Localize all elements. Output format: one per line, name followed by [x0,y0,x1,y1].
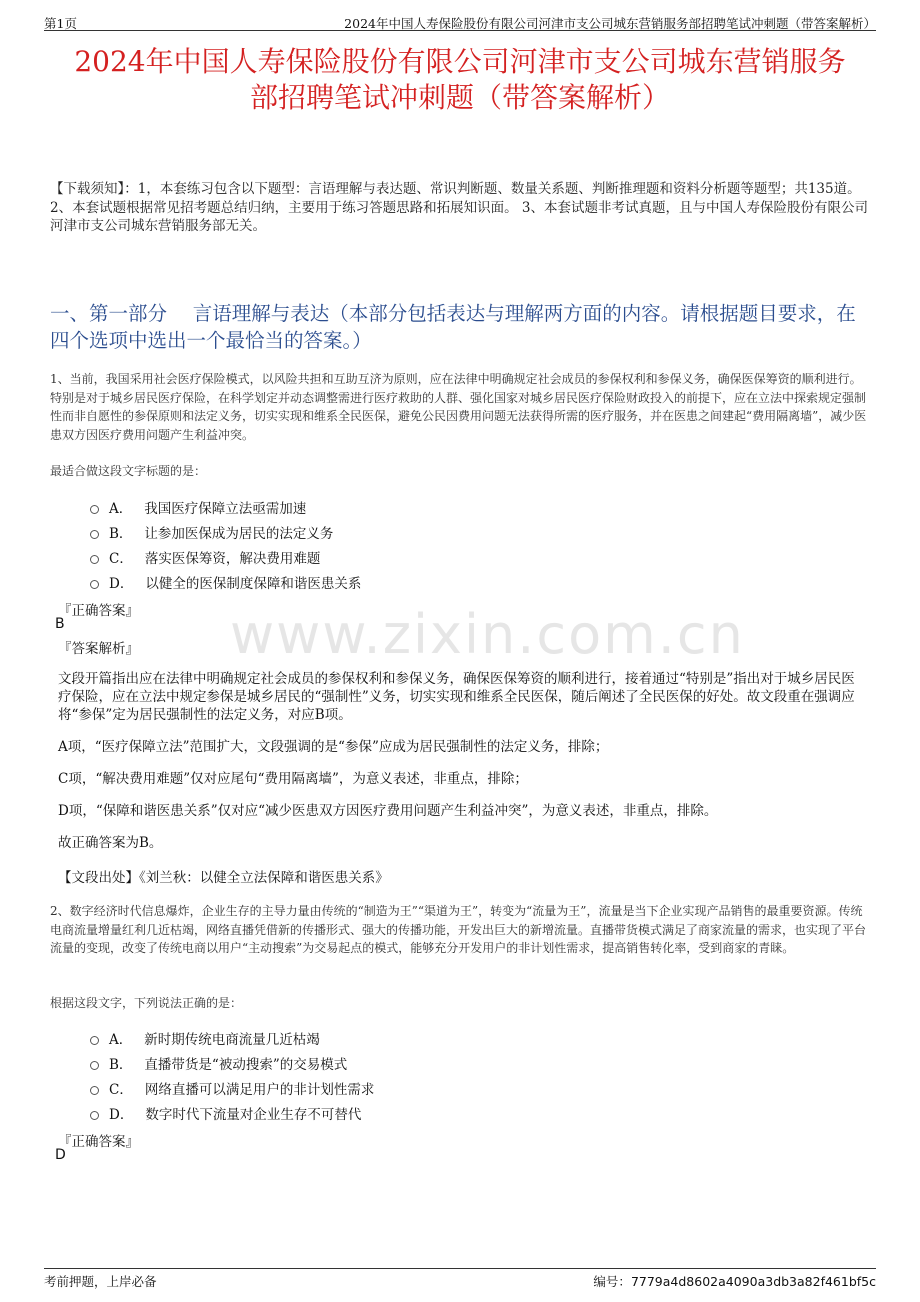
radio-icon[interactable] [90,1086,99,1095]
question-1-prompt: 最适合做这段文字标题的是： [50,464,207,478]
download-notice: 【下载须知】：1，本套练习包含以下题型：言语理解与表达题、常识判断题、数量关系题、判断推理题和资料分析题等题型；共135道。 2、本套试题根据常见招考题总结归纳，主要用于练习答题思路和拓展知识面。 3、本套试题非考试真题，且与中国人寿保险股份有限公司河津市支公司城东营销服务部无关。 [50,181,868,234]
option-a[interactable]: A． 我国医疗保障立法亟需加速 [90,497,306,517]
footer-slogan: 考前押题，上岸必备 [44,1274,157,1289]
passage-source: 【文段出处】《刘兰秋：以健全立法保障和谐医患关系》 [58,870,389,886]
analysis-label: 『答案解析』 [58,641,139,657]
radio-icon[interactable] [90,1061,99,1070]
option-d[interactable]: D． 数字时代下流量对企业生存不可替代 [90,1103,361,1123]
radio-icon[interactable] [90,1111,99,1120]
analysis-paragraph-4: D项，“保障和谐医患关系”仅对应“减少医患双方因医疗费用问题产生利益冲突”，为意义表述，非重点，排除。 [58,803,718,819]
title-line-1: 2024年中国人寿保险股份有限公司河津市支公司城东营销服务 [74,45,846,78]
radio-icon[interactable] [90,555,99,564]
analysis-paragraph-2: A项，“医疗保障立法”范围扩大，文段强调的是“参保”应成为居民强制性的法定义务，排除； [58,739,609,755]
title-line-2: 部招聘笔试冲刺题（带答案解析） [249,81,670,114]
page-footer [44,1268,876,1289]
answer-label: 『正确答案』 [58,1134,139,1150]
option-d[interactable]: D． 以健全的医保制度保障和谐医患关系 [90,572,361,592]
header-doc-title: 2024年中国人寿保险股份有限公司河津市支公司城东营销服务部招聘笔试冲刺题（带答案解析） [344,16,876,31]
question-2-stem: 2、数字经济时代信息爆炸，企业生存的主导力量由传统的“制造为王”“渠道为王”，转变为“流量为王”，流量是当下企业实现产品销售的最重要资源。传统电商流量增量红利几近枯竭，网络直播凭借新的传播形式、强大的传播功能，开发出巨大的新增流量。直播带货模式满足了商家流量的需求，也实现了平台流量的变现，改变了传统电商以用户“主动搜索”为交易起点的模式，能够充分开发用户的非计划性需求，提高销售转化率，受到商家的青睐。 [50,904,867,955]
analysis-paragraph-1: 文段开篇指出应在法律中明确规定社会成员的参保权利和参保义务，确保医保筹资的顺利进行，接着通过“特别是”指出对于城乡居民医疗保险，应在立法中规定参保是城乡居民的“强制性”义务，切实实现和维系全民医保，随后阐述了全民医保的好处。故文段重在强调应将“参保”定为居民强制性的法定义务，对应B项。 [58,671,855,723]
page-header [44,10,876,31]
option-c[interactable]: C． 网络直播可以满足用户的非计划性需求 [90,1078,374,1098]
watermark: www.zixin.com.cn [230,603,745,666]
section-title: 一、第一部分 言语理解与表达（本部分包括表达与理解两方面的内容。请根据题目要求，在四个选项中选出一个最恰当的答案。） [50,302,856,352]
page-number: 第1页 [44,16,77,31]
radio-icon[interactable] [90,530,99,539]
analysis-paragraph-3: C项，“解决费用难题”仅对应尾句“费用隔离墙”，为意义表述，非重点，排除； [58,771,528,787]
radio-icon[interactable] [90,1036,99,1045]
answer-value: B [55,616,65,632]
question-1-stem: 1、当前，我国采用社会医疗保险模式，以风险共担和互助互济为原则，应在法律中明确规定社会成员的参保权利和参保义务，确保医保筹资的顺利进行。特别是对于城乡居民医疗保险，在科学划定并动态调整需进行医疗救助的人群、强化国家对城乡居民医疗保险财政投入的前提下，应在立法中探索规定强制性而非自愿性的参保原则和法定义务，切实实现和维系全民医保，避免公民因费用问题无法获得所需的医疗服务，并在医患之间建起“费用隔离墙”，减少医患双方因医疗费用问题产生利益冲突。 [50,372,867,442]
option-a[interactable]: A． 新时期传统电商流量几近枯竭 [90,1028,320,1048]
analysis-conclusion: 故正确答案为B。 [58,835,163,851]
radio-icon[interactable] [90,580,99,589]
footer-code: 编号：7779a4d8602a4090a3db3a82f461bf5c [593,1274,876,1289]
answer-label: 『正确答案』 [58,603,139,619]
document-title [44,44,876,116]
question-2-prompt: 根据这段文字，下列说法正确的是： [50,996,243,1010]
radio-icon[interactable] [90,505,99,514]
option-b[interactable]: B． 直播带货是“被动搜索”的交易模式 [90,1053,347,1073]
option-c[interactable]: C． 落实医保筹资，解决费用难题 [90,547,320,567]
answer-value: D [55,1147,66,1163]
option-b[interactable]: B． 让参加医保成为居民的法定义务 [90,522,333,542]
